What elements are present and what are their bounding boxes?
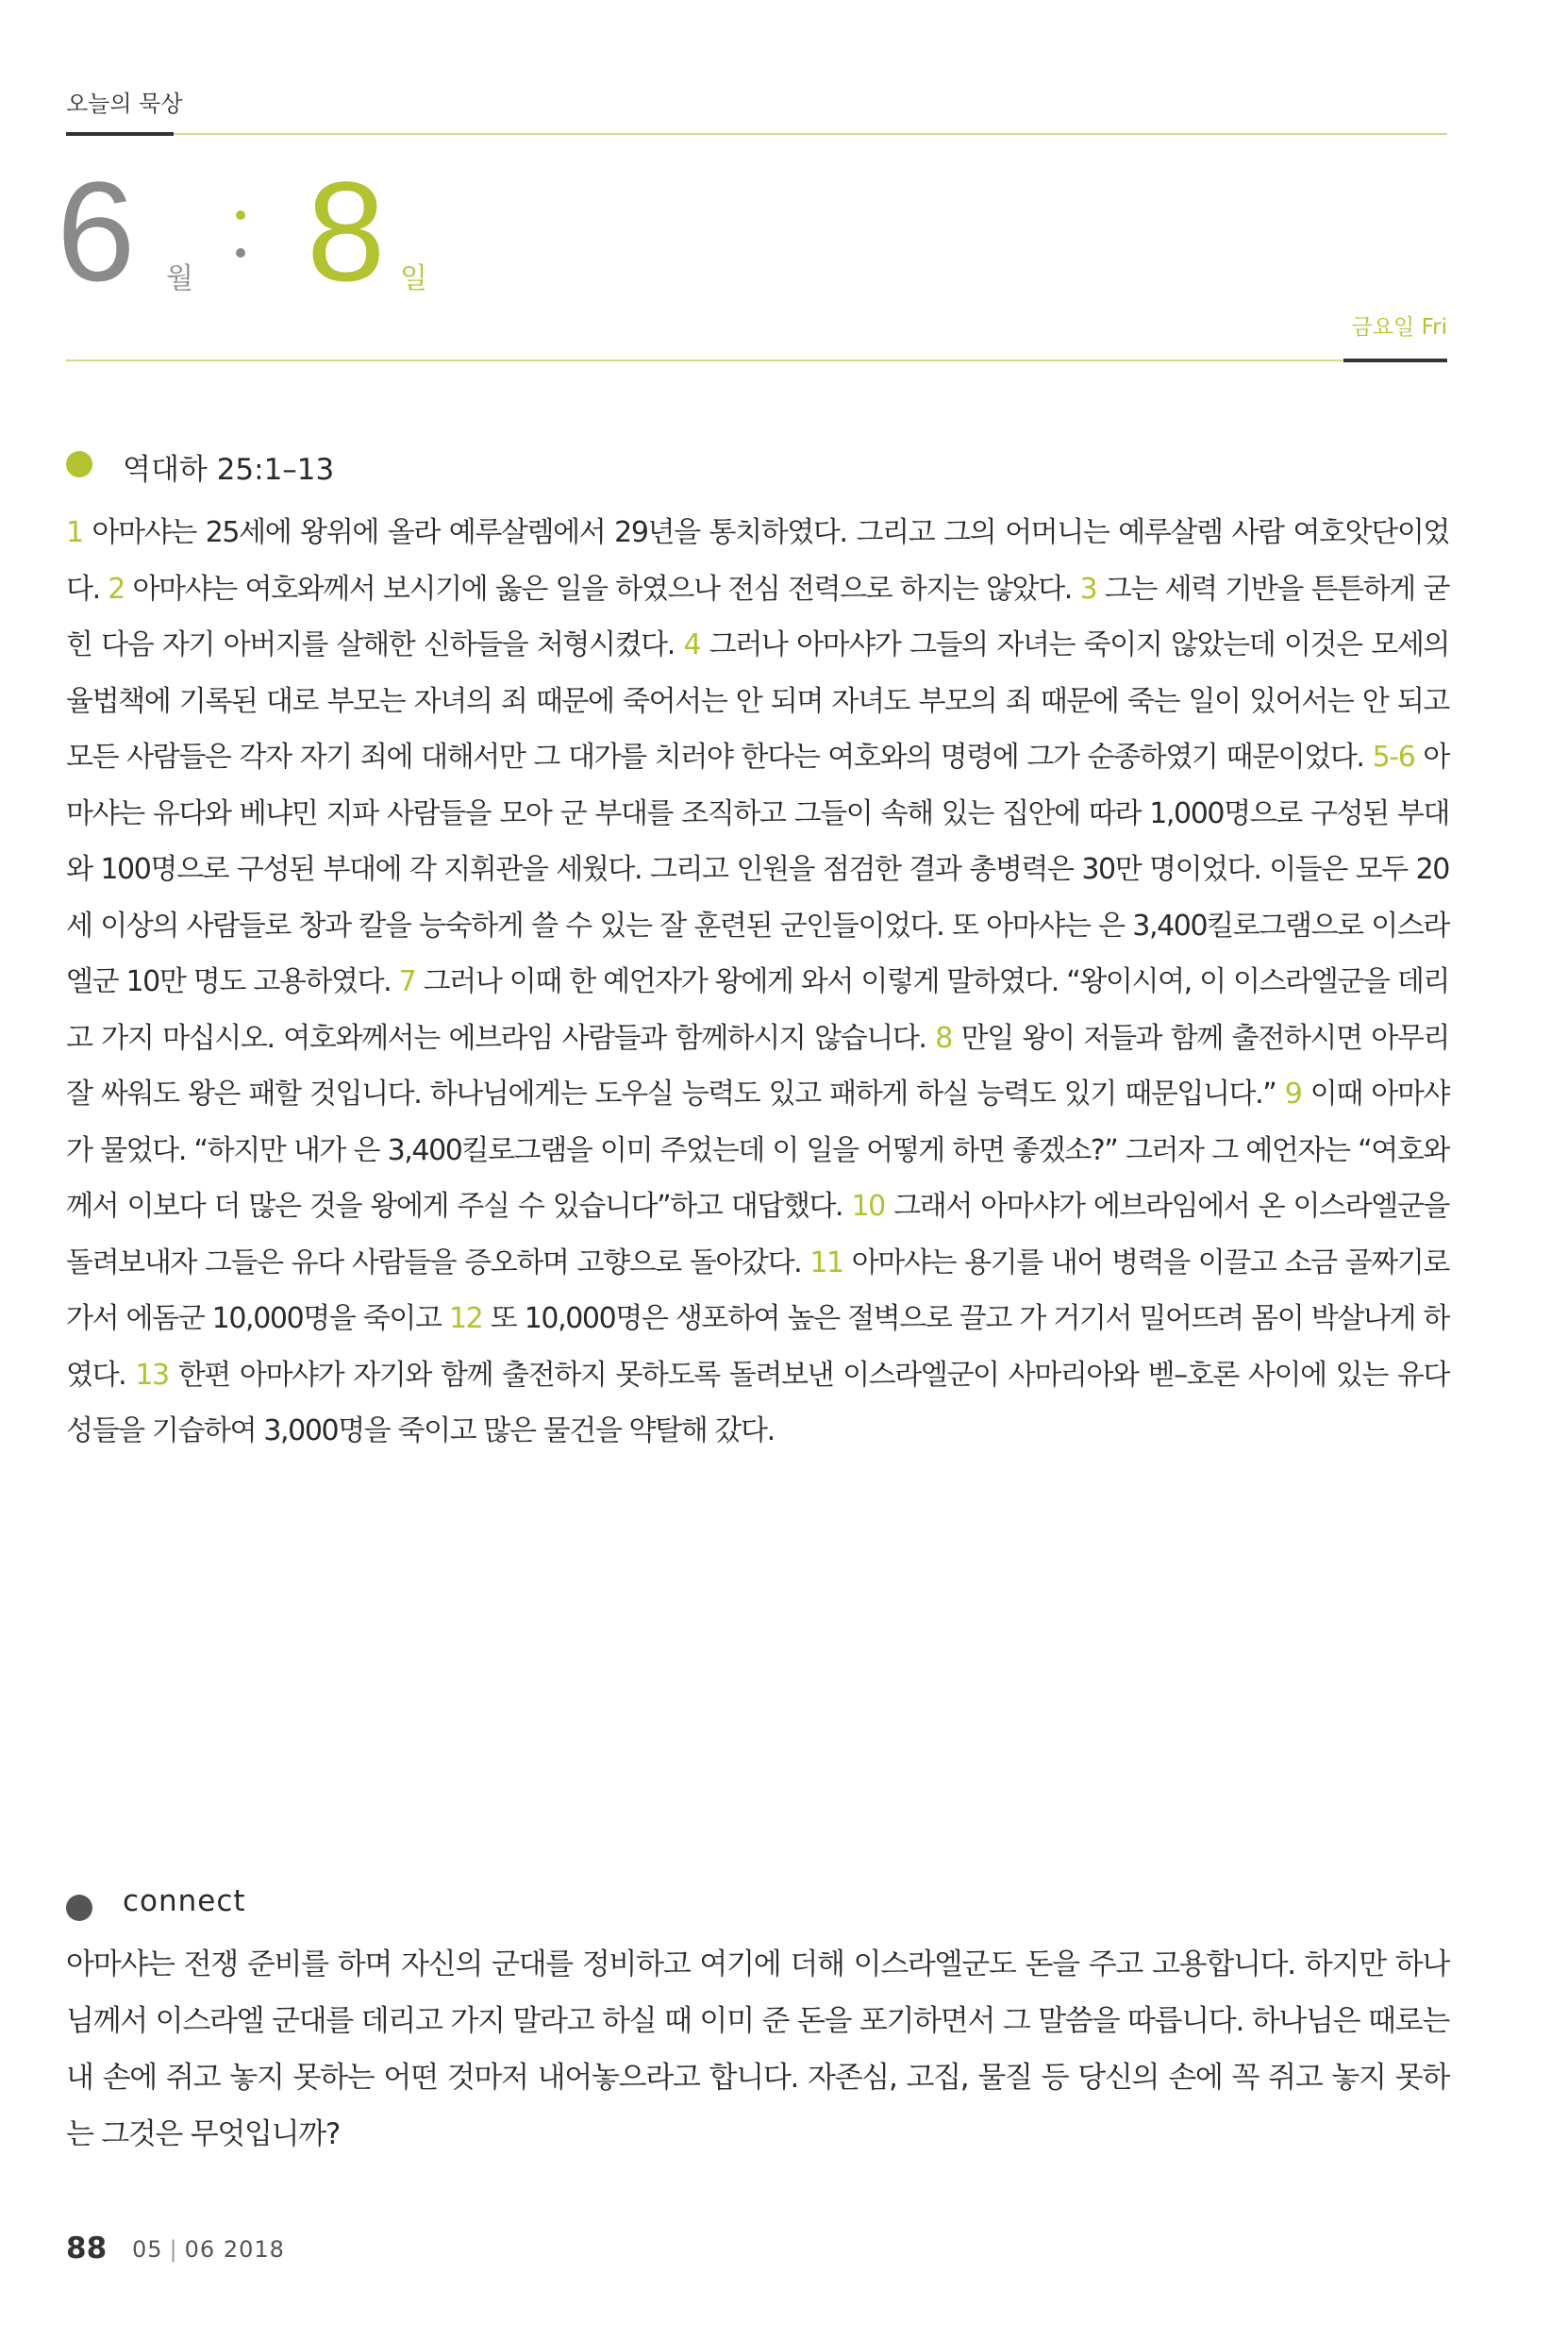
issue-month: 05 [132,2236,163,2263]
verse-text: 그러나 아마샤가 그들의 자녀는 죽이지 않았는데 이것은 모세의 율법책에 기록된 대로 부모는 자녀의 죄 때문에 죽어서는 안 되며 자녀도 부모의 죄 때문에 죽는 일이 있어서는 안 되고 모든 사람들은 각자 자기 죄에 대해서만 그 대가를 치러야 한다는 여호와의 명령에 그가 순종하였기 때문이었다. [66,628,1449,774]
verse-number: 12 [448,1302,483,1335]
section-label: 오늘의 묵상 [66,91,183,117]
day-number: 8 [307,152,380,310]
month-unit: 월 [166,262,193,295]
verse-number: 9 [1284,1078,1302,1111]
verse-text: 아마샤는 25세에 왕위에 올라 예루살렘에서 29년을 통치하였다. 그리고 그의 어머니는 예루살렘 사람 여호앗단이었다. [66,516,1449,606]
verse-number: 8 [935,1021,952,1055]
verse-text: 만일 왕이 저들과 함께 출전하시면 아무리 잘 싸워도 왕은 패할 것입니다. 하나님에게는 도우실 능력도 있고 패하게 하실 능력도 있기 때문입니다.” [66,1021,1449,1111]
colon-dot-top [236,210,245,220]
section-label-underline [66,132,174,136]
connect-heading: connect [123,1884,246,1918]
day-unit: 일 [400,262,427,295]
header-top-rule [174,133,1447,135]
verse-text: 아마샤는 여호와께서 보시기에 옳은 일을 하였으나 전심 전력으로 하지는 않았다. [124,572,1080,606]
verse-number: 11 [809,1245,843,1279]
issue-date [132,2236,285,2263]
scripture-bullet-icon [66,451,92,477]
issue-month-second: 06 [184,2236,216,2263]
header-bottom-rule [66,359,1343,361]
verse-number: 7 [398,965,416,998]
weekday-label: 금요일 Fri [1351,315,1447,340]
connect-text: 아마샤는 전쟁 준비를 하며 자신의 군대를 정비하고 여기에 더해 이스라엘군도 돈을 주고 고용합니다. 하지만 하나님께서 이스라엘 군대를 데리고 가지 말라고 하실 때 이미 준 돈을 포기하면서 그 말씀을 따릅니다. 하나님은 때로는 내 손에 쥐고 놓지 못하는 어떤 것마저 내어놓으라고 합니다. 자존심, 고집, 물질 등 당신의 손에 꼭 쥐고 놓지 못하는 그것은 무엇입니까? [66,1947,1449,2151]
verse-text: 그는 세력 기반을 튼튼하게 굳힌 다음 자기 아버지를 살해한 신하들을 처형시켰다. [66,572,1450,661]
verse-number: 3 [1079,572,1097,606]
verse-text: 그래서 아마샤가 에브라임에서 온 이스라엘군을 돌려보내자 그들은 유다 사람들을 증오하며 고향으로 돌아갔다. [66,1190,1449,1279]
verse-text: 아마샤는 용기를 내어 병력을 이끌고 소금 골짜기로 가서 에돔군 10,000명을 죽이고 [66,1245,1449,1335]
verse-number: 5-6 [1372,741,1415,774]
verse-number: 2 [108,572,125,606]
issue-separator: | [169,2236,178,2263]
verse-text: 한편 아마샤가 자기와 함께 출전하지 못하도록 돌려보낸 이스라엘군이 사마리아와 벧–호론 사이에 있는 유다 성들을 기습하여 3,000명을 죽이고 많은 물건을 약탈해 갔다. [66,1358,1449,1447]
page-number: 88 [66,2231,108,2265]
verse-number: 10 [851,1190,885,1223]
verse-number: 13 [135,1358,169,1392]
verse-text: 그러나 이때 한 예언자가 왕에게 와서 이렇게 말하였다. “왕이시여, 이 이스라엘군을 데리고 가지 마십시오. 여호와께서는 에브라임 사람들과 함께하시지 않습니다. [66,965,1449,1055]
weekday-underline [1343,359,1447,362]
verse-number: 1 [66,516,83,549]
scripture-reference: 역대하 25:1–13 [123,453,335,487]
month-number: 6 [57,152,130,310]
verse-text: 이때 아마샤가 물었다. “하지만 내가 은 3,400킬로그램을 이미 주었는데 이 일을 어떻게 하면 좋겠소?” 그러자 그 예언자는 “여호와께서 이보다 더 많은 것을 왕에게 주실 수 있습니다”하고 대답했다. [66,1078,1449,1223]
issue-year: 2018 [223,2236,285,2263]
colon-dot-bottom [236,248,245,258]
verse-number: 4 [683,628,701,661]
scripture-passage [66,505,1449,1460]
verse-text: 또 10,000명은 생포하여 높은 절벽으로 끌고 가 거기서 밀어뜨려 몸이 박살나게 하였다. [66,1302,1450,1392]
connect-bullet-icon [66,1895,92,1921]
verse-text: 아마샤는 유다와 베냐민 지파 사람들을 모아 군 부대를 조직하고 그들이 속해 있는 집안에 따라 1,000명으로 구성된 부대와 100명으로 구성된 부대에 각 지휘관을 세웠다. 그리고 인원을 점검한 결과 총병력은 30만 명이었다. 이들은 모두 20세 이상의 사람들로 창과 칼을 능숙하게 쓸 수 있는 잘 훈련된 군인들이었다. 또 아마샤는 은 3,400킬로그램으로 이스라엘군 10만 명도 고용하였다. [66,741,1449,998]
